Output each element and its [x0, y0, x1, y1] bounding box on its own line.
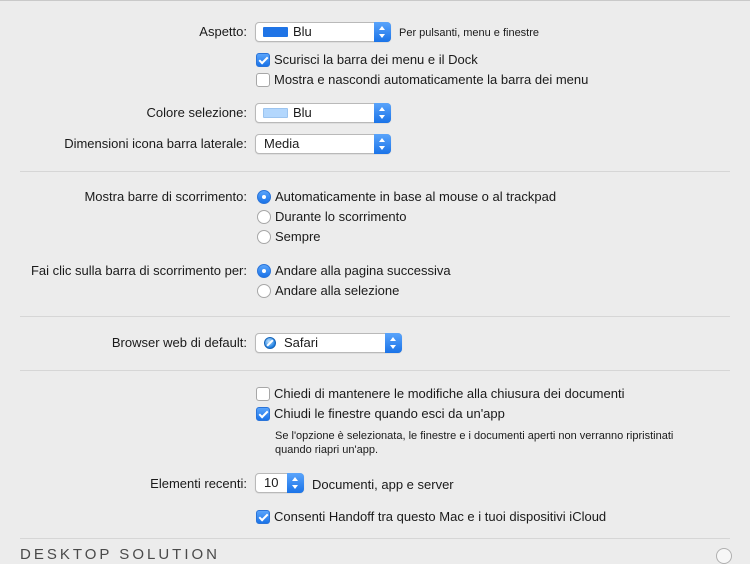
click-scroll-option-spot: Andare alla selezione [275, 283, 400, 298]
popup-stepper-icon [374, 103, 391, 123]
handoff-label: Consenti Handoff tra questo Mac e i tuoi dispositivi iCloud [274, 509, 607, 524]
popup-stepper-icon [374, 134, 391, 154]
popup-stepper-icon [287, 473, 304, 493]
dark-menu-label: Scurisci la barra dei menu e il Dock [274, 52, 478, 67]
close-windows-note-line2: quando riapri un'app. [275, 444, 379, 456]
browser-label: Browser web di default: [111, 335, 247, 350]
safari-icon [264, 337, 276, 349]
scrollbars-option-scrolling: Durante lo scorrimento [275, 209, 407, 224]
dark-menu-checkbox[interactable] [256, 53, 270, 67]
browser-value: Safari [284, 335, 318, 350]
cutoff-button[interactable] [716, 548, 732, 564]
recent-items-value: 10 [264, 475, 279, 490]
highlight-value: Blu [293, 105, 312, 120]
scrollbars-option-always: Sempre [275, 229, 321, 244]
top-border [0, 0, 750, 1]
sidebar-icon-value: Media [264, 136, 300, 151]
ask-keep-changes-label: Chiedi di mantenere le modifiche alla chiusura dei documenti [274, 386, 625, 401]
click-scroll-radio-spot[interactable] [257, 284, 271, 298]
handoff-checkbox[interactable] [256, 510, 270, 524]
click-scroll-option-next-page: Andare alla pagina successiva [275, 263, 451, 278]
browser-popup[interactable] [255, 333, 402, 353]
cutoff-heading: DESKTOP SOLUTION [20, 546, 220, 563]
ask-keep-changes-checkbox[interactable] [256, 387, 270, 401]
highlight-swatch [263, 108, 288, 118]
appearance-hint: Per pulsanti, menu e finestre [399, 27, 540, 39]
separator [20, 538, 730, 539]
appearance-label: Aspetto: [199, 24, 247, 39]
sidebar-icon-label: Dimensioni icona barra laterale: [64, 136, 247, 151]
close-windows-note-line1: Se l'opzione è selezionata, le finestre e i documenti aperti non verranno ripristinati [275, 430, 674, 442]
scrollbars-radio-always[interactable] [257, 230, 271, 244]
separator [20, 171, 730, 172]
scrollbars-label: Mostra barre di scorrimento: [84, 189, 247, 204]
click-scroll-label: Fai clic sulla barra di scorrimento per: [30, 263, 247, 278]
sidebar-icon-popup[interactable] [255, 134, 391, 154]
separator [20, 316, 730, 317]
recent-items-suffix: Documenti, app e server [312, 477, 454, 492]
scrollbars-option-auto: Automaticamente in base al mouse o al trackpad [275, 189, 557, 204]
appearance-swatch [263, 27, 288, 37]
appearance-popup[interactable] [255, 22, 391, 42]
autohide-menu-checkbox[interactable] [256, 73, 270, 87]
close-windows-label: Chiudi le finestre quando esci da un'app [274, 406, 505, 421]
highlight-popup[interactable] [255, 103, 391, 123]
click-scroll-radio-next-page[interactable] [257, 264, 271, 278]
popup-stepper-icon [374, 22, 391, 42]
appearance-value: Blu [293, 24, 312, 39]
close-windows-checkbox[interactable] [256, 407, 270, 421]
recent-items-popup[interactable] [255, 473, 304, 493]
popup-stepper-icon [385, 333, 402, 353]
scrollbars-radio-auto[interactable] [257, 190, 271, 204]
scrollbars-radio-scrolling[interactable] [257, 210, 271, 224]
autohide-menu-label: Mostra e nascondi automaticamente la barra dei menu [274, 72, 589, 87]
highlight-label: Colore selezione: [146, 105, 247, 120]
recent-items-label: Elementi recenti: [150, 476, 247, 491]
separator [20, 370, 730, 371]
